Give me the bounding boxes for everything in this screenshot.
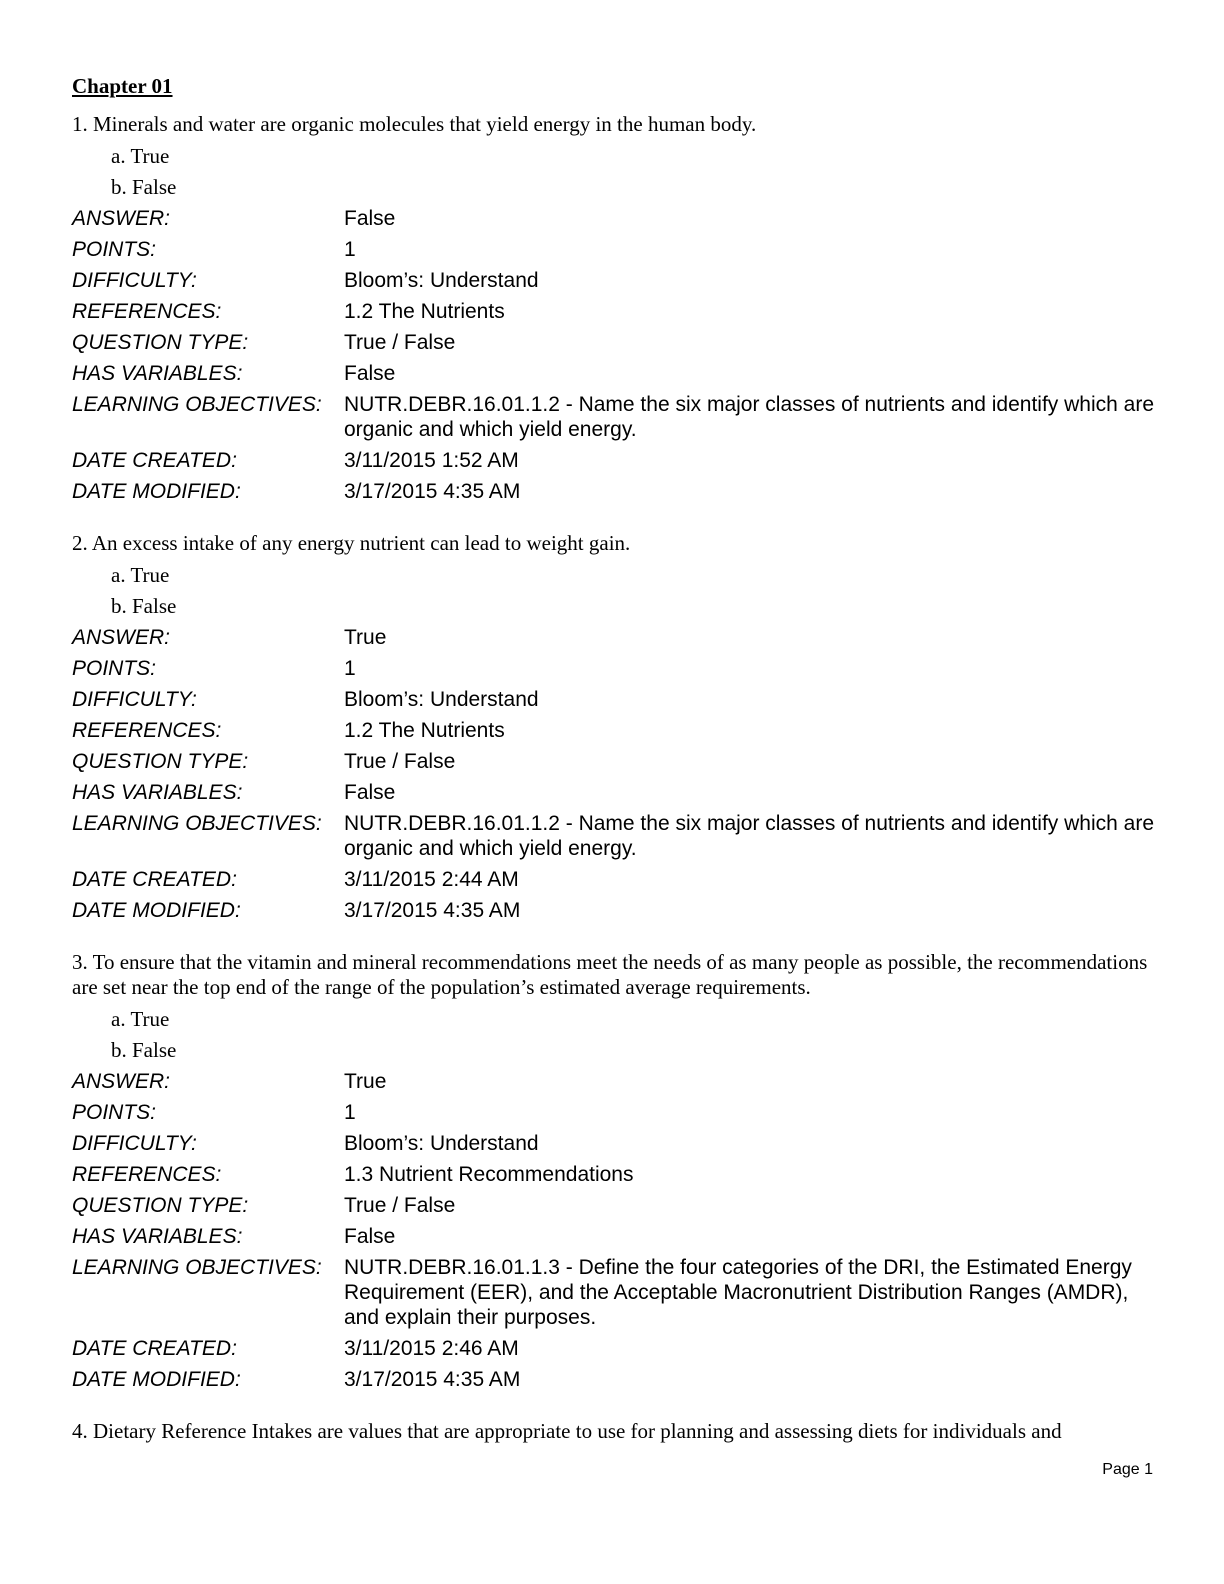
question-metadata <box>72 203 1162 507</box>
meta-value-date-created: 3/11/2015 2:46 AM <box>344 1337 519 1360</box>
meta-value-difficulty: Bloom’s: Understand <box>344 269 539 292</box>
question-metadata <box>72 622 1162 926</box>
meta-value-learning-objectives: NUTR.DEBR.16.01.1.2 - Name the six major classes of nutrients and identify which are organic and which yield energy. <box>344 393 1155 441</box>
meta-label-has-variables: HAS VARIABLES: <box>72 362 243 385</box>
meta-label-answer: ANSWER: <box>72 626 171 649</box>
answer-options <box>72 141 1162 203</box>
meta-value-question-type: True / False <box>344 331 456 354</box>
answer-options <box>72 1004 1162 1066</box>
answer-option: a. True <box>111 563 170 587</box>
meta-value-learning-objectives: NUTR.DEBR.16.01.1.2 - Name the six major classes of nutrients and identify which are organic and which yield energy. <box>344 812 1155 860</box>
meta-label-difficulty: DIFFICULTY: <box>72 269 197 292</box>
question-metadata <box>72 1066 1162 1395</box>
meta-value-question-type: True / False <box>344 750 456 773</box>
answer-option: a. True <box>111 144 170 168</box>
question-list <box>72 112 1162 1395</box>
meta-value-difficulty: Bloom’s: Understand <box>344 688 539 711</box>
meta-label-has-variables: HAS VARIABLES: <box>72 781 243 804</box>
meta-label-difficulty: DIFFICULTY: <box>72 1132 197 1155</box>
question-stem: 1. Minerals and water are organic molecules that yield energy in the human body. <box>72 112 757 136</box>
question-block <box>72 112 1162 507</box>
answer-option: b. False <box>111 594 177 618</box>
meta-label-points: POINTS: <box>72 238 157 261</box>
meta-label-question-type: QUESTION TYPE: <box>72 331 249 354</box>
meta-label-answer: ANSWER: <box>72 1070 171 1093</box>
meta-label-references: REFERENCES: <box>72 300 222 323</box>
meta-value-answer: False <box>344 207 396 230</box>
meta-value-question-type: True / False <box>344 1194 456 1217</box>
partial-question-stem: 4. Dietary Reference Intakes are values that are appropriate to use for planning and assessing diets for individuals and <box>72 1419 1062 1443</box>
meta-value-date-created: 3/11/2015 1:52 AM <box>344 449 519 472</box>
answer-option: b. False <box>111 1038 177 1062</box>
meta-value-answer: True <box>344 1070 387 1093</box>
meta-value-difficulty: Bloom’s: Understand <box>344 1132 539 1155</box>
meta-value-answer: True <box>344 626 387 649</box>
meta-value-learning-objectives: NUTR.DEBR.16.01.1.3 - Define the four categories of the DRI, the Estimated Energy Requirement (EER), and the Acceptable Macronutrient Distribution Ranges (AMDR), and explain their purposes. <box>344 1256 1132 1329</box>
question-block <box>72 531 1162 926</box>
meta-label-date-created: DATE CREATED: <box>72 868 237 891</box>
meta-label-learning-objectives: LEARNING OBJECTIVES: <box>72 812 322 835</box>
meta-label-date-created: DATE CREATED: <box>72 1337 237 1360</box>
meta-label-points: POINTS: <box>72 657 157 680</box>
meta-label-has-variables: HAS VARIABLES: <box>72 1225 243 1248</box>
meta-value-references: 1.3 Nutrient Recommendations <box>344 1163 634 1186</box>
chapter-title: Chapter 01 <box>72 74 173 98</box>
meta-label-date-modified: DATE MODIFIED: <box>72 899 241 922</box>
meta-label-date-modified: DATE MODIFIED: <box>72 1368 241 1391</box>
meta-label-date-modified: DATE MODIFIED: <box>72 480 241 503</box>
meta-value-points: 1 <box>344 238 356 261</box>
meta-value-date-modified: 3/17/2015 4:35 AM <box>344 480 521 503</box>
meta-value-points: 1 <box>344 657 356 680</box>
question-block <box>72 950 1162 1395</box>
question-stem: 3. To ensure that the vitamin and mineral recommendations meet the needs of as many people as possible, the recommendations are set near the top end of the range of the population’s estimated average requirements. <box>72 950 1148 999</box>
meta-label-references: REFERENCES: <box>72 1163 222 1186</box>
answer-option: b. False <box>111 175 177 199</box>
meta-label-points: POINTS: <box>72 1101 157 1124</box>
meta-label-question-type: QUESTION TYPE: <box>72 1194 249 1217</box>
answer-option: a. True <box>111 1007 170 1031</box>
meta-label-learning-objectives: LEARNING OBJECTIVES: <box>72 393 322 416</box>
meta-value-date-modified: 3/17/2015 4:35 AM <box>344 1368 521 1391</box>
meta-value-date-created: 3/11/2015 2:44 AM <box>344 868 519 891</box>
meta-value-references: 1.2 The Nutrients <box>344 719 505 742</box>
meta-value-has-variables: False <box>344 781 396 804</box>
meta-label-date-created: DATE CREATED: <box>72 449 237 472</box>
meta-value-has-variables: False <box>344 1225 396 1248</box>
meta-label-question-type: QUESTION TYPE: <box>72 750 249 773</box>
document-page <box>72 72 1162 1448</box>
meta-value-has-variables: False <box>344 362 396 385</box>
page-number: Page 1 <box>1102 1461 1153 1478</box>
meta-label-answer: ANSWER: <box>72 207 171 230</box>
answer-options <box>72 560 1162 622</box>
meta-value-points: 1 <box>344 1101 356 1124</box>
meta-value-date-modified: 3/17/2015 4:35 AM <box>344 899 521 922</box>
meta-value-references: 1.2 The Nutrients <box>344 300 505 323</box>
meta-label-difficulty: DIFFICULTY: <box>72 688 197 711</box>
meta-label-references: REFERENCES: <box>72 719 222 742</box>
question-stem: 2. An excess intake of any energy nutrient can lead to weight gain. <box>72 531 631 555</box>
meta-label-learning-objectives: LEARNING OBJECTIVES: <box>72 1256 322 1279</box>
